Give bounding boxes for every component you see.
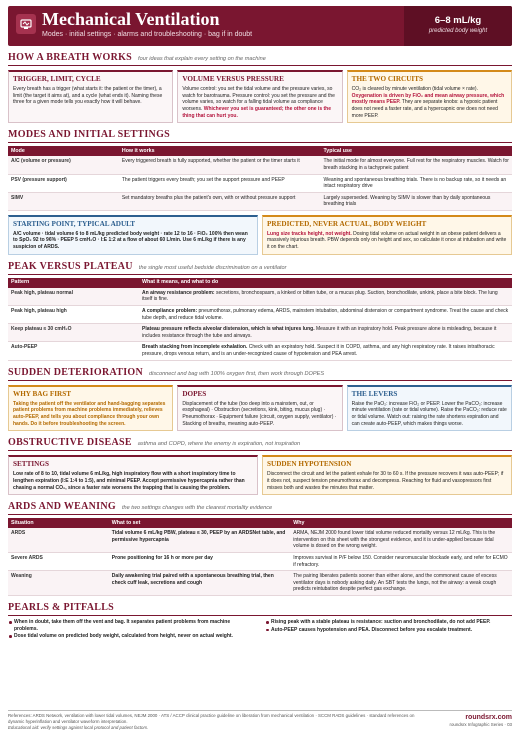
callout-caption: predicted body weight [428, 27, 488, 34]
section-subtitle: disconnect and bag with 100% oxygen first, then work through DOPES [149, 370, 325, 377]
table-cell: Prone positioning for 16 h or more per day [109, 553, 290, 571]
pitfalls-right [265, 619, 512, 641]
ards-table [8, 518, 512, 596]
pitfalls-left [8, 619, 255, 641]
table-cell: PSV (pressure support) [8, 174, 119, 192]
table-header: Pattern [8, 278, 139, 288]
bag-first-box [8, 385, 173, 431]
box-title: TRIGGER, LIMIT, CYCLE [13, 75, 101, 84]
table-cell: Weaning [8, 571, 109, 596]
box-warning: Whichever you set is guaranteed; the other one is the thing that can hurt you. [182, 105, 331, 119]
obstructive-boxes [8, 455, 512, 495]
table-cell: The pairing liberates patients sooner than either alone, and the commonest cause of excess ventilator days is nobody asking daily. An SBT tests the lungs, not the airway: a weak cough predicts reintubation despite perfect gas exchange. [290, 571, 512, 596]
table-cell: Set mandatory breaths plus the patient's own, with or without pressure support [119, 192, 321, 210]
table-header: Typical use [320, 146, 512, 156]
box-text: CO₂ is cleared by minute ventilation (tidal volume × rate). [351, 86, 478, 93]
table-cell: Improves survival in P/F below 150. Consider neuromuscular blockade early, and refer for ECMO if refractory. [290, 553, 512, 571]
box-text: They are separate knobs: a hypoxic patient does not need a faster rate, and a hypercapnic one does not need more PEEP. [351, 99, 498, 119]
box-title: SUDDEN HYPOTENSION [267, 460, 352, 469]
table-header: Why [290, 518, 512, 528]
cell-lead: Plateau pressure reflects alveolar distension, which is what injures lung. [142, 326, 315, 333]
cell-lead: An airway resistance problem: [142, 289, 215, 296]
table-row [8, 528, 512, 552]
table-header: What to set [109, 518, 290, 528]
table-row [8, 174, 512, 192]
table-cell: Auto-PEEP [8, 342, 139, 360]
box-text: Displacement of the tube (too deep into a mainstem, out, or esophageal) · Obstruction (secretions, kink, biting, mucus plug) · Pneumothorax · Equipment failure (circuit, oxygen supply, ventilator) · Stacking of breaths, meaning auto-PEEP. [182, 400, 337, 427]
section-subtitle: asthma and COPD, where the enemy is expiration, not inspiration [137, 441, 301, 448]
table-row [8, 342, 512, 360]
table-header: What it means, and what to do [139, 278, 512, 288]
table-cell: The initial mode for almost everyone. Full rest for the respiratory muscles. Watch for breath stacking in a tachypneic patient [320, 156, 512, 174]
table-cell: Largely superseded. Weaning by SIMV is slower than by daily spontaneous breathing trials [320, 192, 512, 210]
table-row [8, 306, 512, 324]
table-cell [139, 288, 512, 306]
box-text: Every breath has a trigger (what starts it: the patient or the timer), a limit (the target it aims at), and a cycle (what ends it). Naming these three for a given mode tells you exactly how it will behave. [13, 86, 163, 106]
breath-boxes [8, 70, 512, 123]
table-header: Mode [8, 146, 119, 156]
box-title: SETTINGS [13, 460, 49, 469]
box-text: Volume control: you set the tidal volume and the pressure varies, so watch for barotrauma. [182, 86, 333, 99]
box-text: Taking the patient off the ventilator and hand-bagging separates patient problems from machine problems immediately, relieves auto-PEEP, and tells you about compliance through your own hands. Do it before troubleshooting the screen. [13, 400, 166, 427]
levers-box [347, 385, 512, 431]
table-cell [139, 306, 512, 324]
table-row [8, 553, 512, 571]
table-cell: Daily awakening trial paired with a spontaneous breathing trial, then check cuff leak, secretions and cough [109, 571, 290, 596]
cell-lead: A compliance problem: [142, 308, 198, 315]
list-item: When in doubt, take them off the vent and bag. It separates patient problems from machine problems. [8, 619, 255, 632]
section-pitfalls [8, 601, 512, 616]
table-cell: Peak high, plateau normal [8, 288, 139, 306]
list-item: Dose tidal volume on predicted body weight, calculated from height, never on actual weight. [8, 633, 255, 640]
table-row [8, 288, 512, 306]
table-cell: Severe ARDS [8, 553, 109, 571]
table-cell: SIMV [8, 192, 119, 210]
trigger-box [8, 70, 173, 123]
table-header: How it works [119, 146, 321, 156]
table-cell: Weaning and spontaneous breathing trials. There is no backup rate, so it needs an intact respiratory drive [320, 174, 512, 192]
box-text: Disconnect the circuit and let the patient exhale for 30 to 60 s. If the pressure recovers it was auto-PEEP; if it does not, suspect tension pneumothorax and decompress. Reaching for fluid and vasopressors first misses both and wastes the minutes that matter. [267, 471, 504, 491]
series-label: roundsrx Infographic Series · 03 [449, 722, 512, 728]
box-text: Dosing tidal volume on actual weight in an obese patient delivers a massively injurious breath. [267, 230, 501, 244]
section-plateau [8, 260, 512, 275]
cell-text: Check with an expiratory hold. Suspect it in COPD, asthma, and any high respiratory rate. It raises intrathoracic pressure, drops venous return, and is an under-recognized cause of hypotension and PEA arrest. [142, 344, 495, 357]
volume-pressure-box [177, 70, 342, 123]
box-text: Pressure control: you set the pressure and the volume varies, so watch for a falling tidal volume as compliance worsens. [182, 92, 335, 112]
table-row [8, 156, 512, 174]
table-cell: Tidal volume 6 mL/kg PBW, plateau ≤ 30, PEEP by an ARDSNet table, and permissive hypercapnia [109, 528, 290, 552]
section-title: ARDS AND WEANING [8, 501, 116, 513]
section-title: PEAK VERSUS PLATEAU [8, 260, 133, 272]
box-text: A/C volume · tidal volume 6 to 8 mL/kg predicted body weight · rate 12 to 16 · FiO₂ 100% then wean to SpO₂ 92 to 96% · PEEP 5 cmH₂O · I:E 1:2 at a flow of about 60 L/min. Use 6 mL/kg if there is any suspicion of ARDS. [13, 230, 248, 251]
tidal-volume-callout [404, 6, 512, 46]
modes-table [8, 146, 512, 211]
table-cell: The patient triggers every breath; you set the support pressure and PEEP [119, 174, 321, 192]
hypotension-box [262, 455, 512, 495]
ventilator-icon [16, 14, 36, 34]
page-subtitle: Modes · initial settings · alarms and troubleshooting · bag if in doubt [42, 31, 253, 38]
list-item: Rising peak with a stable plateau is resistance: suction and bronchodilate, do not add PEEP. [265, 619, 512, 626]
deterioration-boxes [8, 385, 512, 431]
table-cell: Every triggered breath is fully supported, whether the patient or the timer starts it [119, 156, 321, 174]
table-cell [139, 324, 512, 342]
section-subtitle: the single most useful bedside discrimination on a ventilator [138, 264, 287, 271]
table-cell: ARMA, NEJM 2000 found lower tidal volume reduced mortality versus 12 mL/kg. This is the intervention on this sheet with the strongest evidence, and it is under-applied because tidal volume is dosed on the wrong weight. [290, 528, 512, 552]
section-title: OBSTRUCTIVE DISEASE [8, 437, 132, 449]
box-title: DOPES [182, 389, 207, 398]
footer [8, 710, 512, 731]
box-title: THE LEVERS [351, 389, 398, 398]
box-title: WHY BAG FIRST [13, 389, 72, 398]
section-deterioration [8, 366, 512, 381]
box-emphasis: Oxygenation is driven by FiO₂ and mean airway pressure, which mostly means PEEP. [351, 92, 505, 106]
box-text: Watch out: raising the rate shortens expiration and can create auto-PEEP, which makes things worse. [351, 413, 499, 427]
cell-text: secretions, bronchospasm, a kinked or bitten tube, or a mucus plug. Suction, bronchodilate, unkink, place a bite block. The lung itself is fine. [142, 289, 498, 303]
table-cell [139, 342, 512, 360]
section-ards [8, 500, 512, 515]
table-cell: ARDS [8, 528, 109, 552]
references: References: ARDS Network, ventilation with lower tidal volumes, NEJM 2000 · ATS / ACCP clinical practice guideline on liberation from mechanical ventilation · SCCM RADS guidelines · standard references on dynamic hyperinflation and ventilator waveform interpretation. [8, 713, 415, 725]
pitfalls-list [8, 619, 512, 641]
box-text: PBW depends only on height and sex, so calculate it once at intubation and write it on the chart. [267, 237, 507, 251]
predicted-weight-box [262, 215, 512, 255]
table-row [8, 192, 512, 210]
starting-point-box [8, 215, 258, 255]
starting-boxes [8, 215, 512, 255]
section-title: MODES AND INITIAL SETTINGS [8, 129, 171, 141]
circuits-box [347, 70, 512, 123]
header-banner [8, 6, 512, 46]
box-title: PREDICTED, NEVER ACTUAL, BODY WEIGHT [267, 219, 427, 228]
section-subtitle: four ideas that explain every setting on the machine [138, 56, 266, 62]
box-emphasis: Lung size tracks height, not weight. [267, 230, 352, 237]
section-modes [8, 128, 512, 143]
page-title: Mechanical Ventilation [42, 9, 220, 29]
site-link[interactable]: roundsrx.com [465, 714, 512, 722]
table-row [8, 324, 512, 342]
section-title: SUDDEN DETERIORATION [8, 366, 144, 378]
box-title: VOLUME VERSUS PRESSURE [182, 75, 284, 84]
callout-value: 6–8 mL/kg [434, 15, 482, 26]
table-cell: Keep plateau ≤ 30 cmH₂O [8, 324, 139, 342]
list-item: Auto-PEEP causes hypotension and PEA. Disconnect before you escalate treatment. [265, 627, 512, 634]
box-title: STARTING POINT, TYPICAL ADULT [13, 219, 136, 228]
dopes-box [177, 385, 342, 431]
section-obstructive [8, 436, 512, 451]
box-text: Raise the PaO₂: increase FiO₂ or PEEP. Lower the PaCO₂: increase minute ventilation (rate or tidal volume). Raise the PaCO₂: reduce rate or tidal volume. [351, 400, 507, 420]
cell-lead: Breath stacking from incomplete exhalation. [142, 344, 248, 351]
settings-box [8, 455, 258, 495]
table-cell: Peak high, plateau high [8, 306, 139, 324]
cell-text: Measure it with an inspiratory hold. Peak pressure alone is misleading, because it includes resistance through the tube and airways. [142, 326, 497, 339]
plateau-table [8, 278, 512, 361]
table-cell: A/C (volume or pressure) [8, 156, 119, 174]
box-text: Low rate of 8 to 10, tidal volume 6 mL/kg, high inspiratory flow with a short inspiratory time to lengthen expiration (I:E 1:4 to 1:5), and minimal PEEP. Accept permissive hypercapnia rather than chasing a normal CO₂, since a faster rate worsens the trapping that is causing the problem. [13, 471, 245, 491]
section-breath [8, 51, 512, 66]
section-subtitle: the two settings changes with the clearest mortality evidence [121, 505, 273, 512]
disclaimer: Educational aid: verify settings against local protocol and patient factors. [8, 725, 149, 731]
section-title: PEARLS & PITFALLS [8, 602, 115, 614]
table-row [8, 571, 512, 596]
cell-text: pneumothorax, pulmonary edema, ARDS, mainstem intubation, abdominal distension or compartment syndrome. Treat the cause and check tube depth, and reduce tidal volume. [142, 308, 509, 321]
table-header: Situation [8, 518, 109, 528]
box-title: THE TWO CIRCUITS [351, 75, 424, 84]
section-title: HOW A BREATH WORKS [8, 52, 133, 63]
